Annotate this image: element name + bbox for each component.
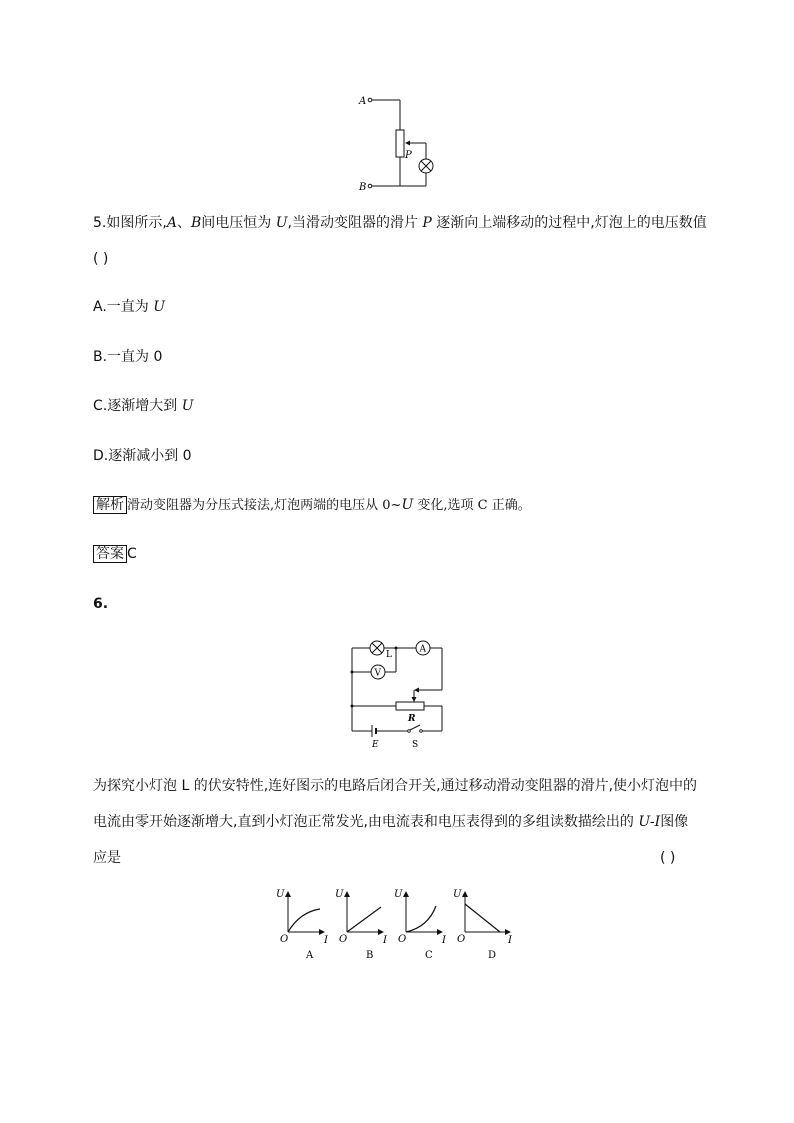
ui-graphs [272, 882, 532, 962]
graph-b [335, 889, 388, 961]
terminal-a [368, 98, 372, 102]
battery-e-label: E [372, 740, 379, 750]
svg-text:O: O [280, 934, 289, 945]
voltmeter-icon [371, 665, 385, 679]
svg-text:V: V [374, 668, 381, 679]
option-c: C.逐渐增大到 U [93, 398, 194, 414]
graph-c [394, 889, 447, 961]
graph-a-label: A [306, 950, 314, 961]
slider-p-label: P [405, 150, 412, 161]
ammeter-icon [416, 641, 430, 655]
graph-b-label: B [366, 950, 374, 961]
terminal-b [368, 184, 372, 188]
switch-s-label: S [412, 740, 419, 750]
svg-text:I: I [508, 935, 512, 946]
option-d: D.逐渐减小到 0 [93, 448, 192, 464]
terminal-a-label: A [359, 96, 367, 107]
analysis: 解析 滑动变阻器为分压式接法,灯泡两端的电压从 0~U 变化,选项 C 正确。 [93, 496, 531, 515]
rheostat [396, 130, 404, 157]
lamp-icon [419, 159, 433, 173]
graph-d [453, 889, 513, 961]
svg-text:U: U [276, 889, 285, 900]
option-b: B.一直为 0 [93, 349, 163, 365]
svg-text:O: O [457, 934, 466, 945]
analysis-tag: 解析 [93, 496, 127, 514]
switch-icon [408, 725, 423, 732]
lamp-l-icon [370, 641, 384, 655]
terminal-b-label: B [359, 182, 367, 193]
svg-text:I: I [442, 935, 446, 946]
circuit-diagram-2 [348, 636, 448, 750]
svg-text:A: A [419, 644, 426, 655]
battery-icon [372, 725, 376, 737]
rheostat-r-label: R [408, 714, 416, 724]
svg-text:U: U [453, 889, 462, 900]
svg-text:O: O [398, 934, 407, 945]
svg-text:I: I [324, 935, 328, 946]
svg-text:O: O [339, 934, 348, 945]
rheostat-r [396, 702, 424, 710]
svg-text:U: U [394, 889, 403, 900]
question-5-stem: 5.如图所示,A、B间电压恒为 U,当滑动变阻器的滑片 P 逐渐向上端移动的过程中,灯泡上的电压数值 [93, 215, 707, 231]
lamp-l-label: L [386, 650, 392, 660]
question-6-line-1: 为探究小灯泡 L 的伏安特性,连好图示的电路后闭合开关,通过移动滑动变阻器的滑片,使小灯泡中的 [93, 778, 698, 794]
question-6-number: 6. [93, 596, 109, 612]
svg-text:I: I [383, 935, 387, 946]
answer-tag: 答案 [93, 545, 127, 563]
question-6-line-2: 电流由零开始逐渐增大,直到小灯泡正常发光,由电流表和电压表得到的多组读数描绘出的 U-I图像 [93, 814, 689, 830]
graph-c-label: C [425, 950, 433, 961]
circuit-diagram-1 [350, 90, 450, 195]
question-6-line-3: 应是 [93, 850, 121, 866]
question-5-bracket: ( ) [93, 251, 109, 267]
option-a: A.一直为 U [93, 299, 166, 315]
graph-d-label: D [488, 950, 497, 961]
question-6-bracket: ( ) [660, 850, 676, 866]
graph-a [276, 889, 329, 961]
answer: 答案 C [93, 545, 137, 563]
svg-text:U: U [335, 889, 344, 900]
